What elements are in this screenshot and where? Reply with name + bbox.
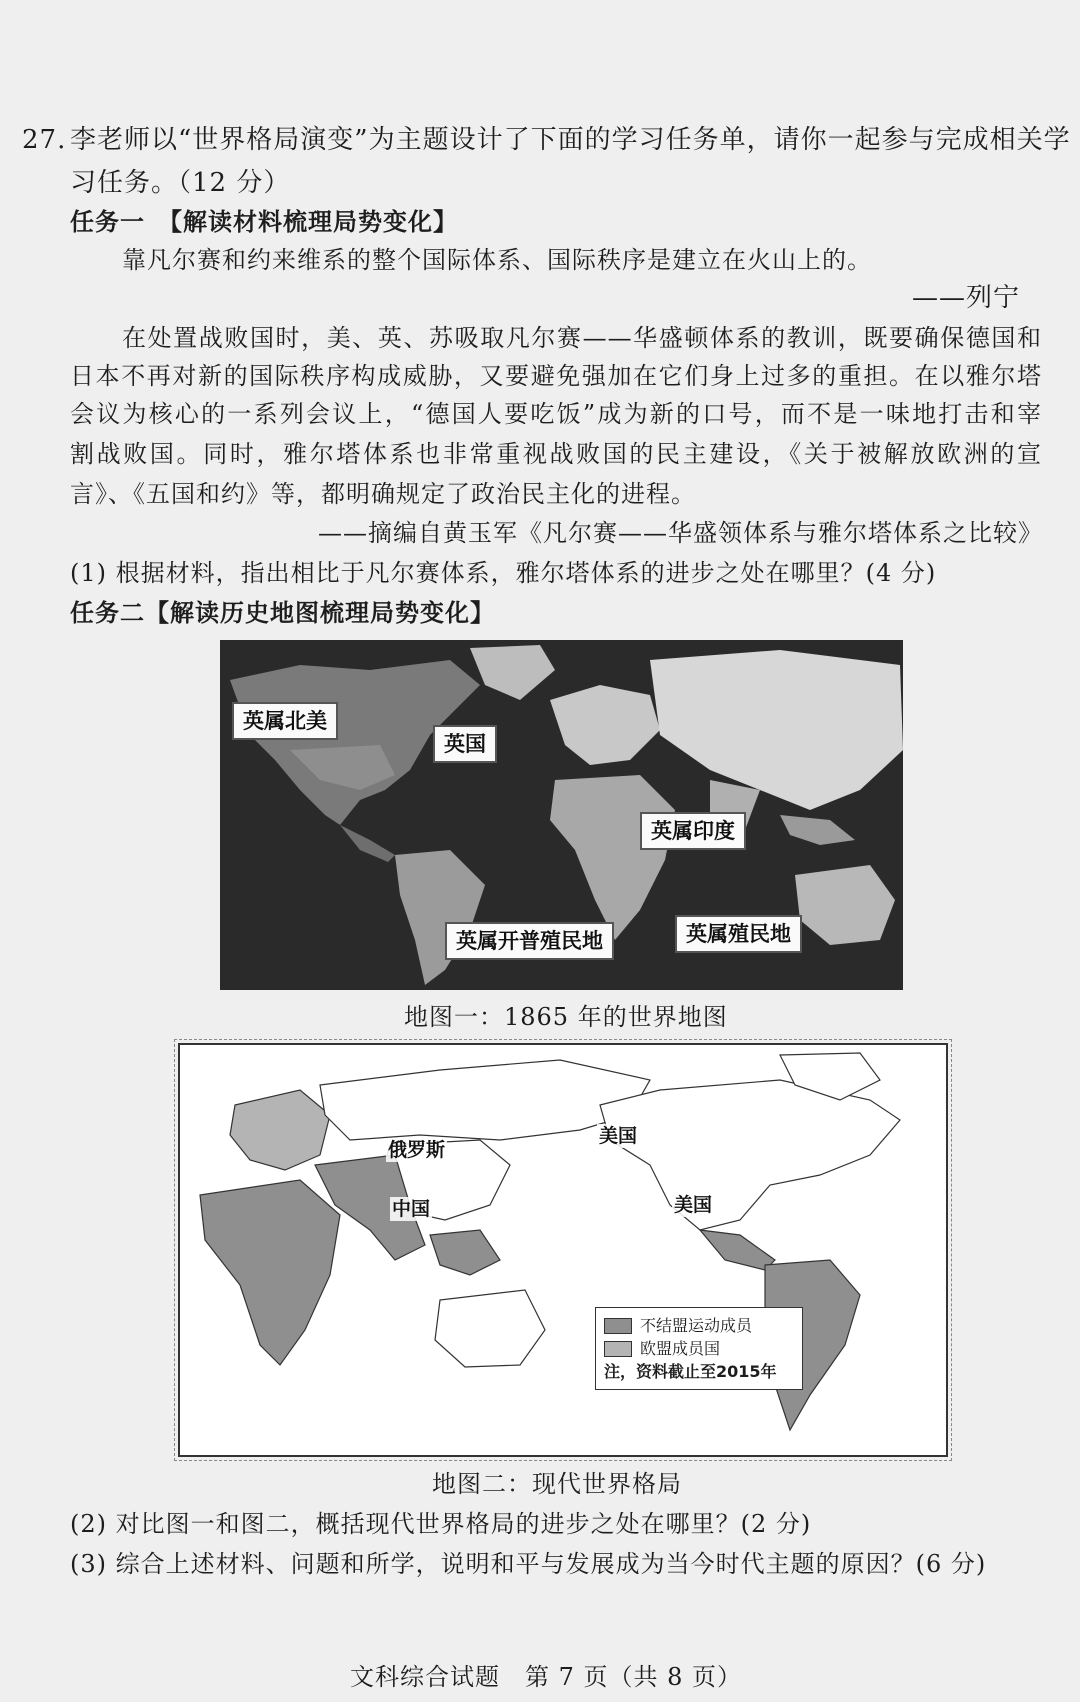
label-usa: 美国 [674, 1194, 713, 1216]
question-number: 27. [22, 125, 67, 155]
label-british-cape-colony: 英属开普殖民地 [445, 922, 614, 960]
question-intro-line2: 习任务。（12 分） [70, 168, 291, 198]
label-usa-alaska: 美国 [599, 1125, 638, 1147]
lenin-quote: 靠凡尔赛和约来维系的整个国际体系、国际秩序是建立在火山上的。 [122, 246, 872, 274]
page-footer: 文科综合试题 第 7 页（共 8 页） [350, 1663, 743, 1691]
map2-legend [595, 1307, 803, 1390]
legend-label-nam: 不结盟运动成员 [640, 1316, 753, 1335]
question-intro-line1: 李老师以“世界格局演变”为主题设计了下面的学习任务单，请你一起参与完成相关学 [70, 125, 1071, 155]
label-british-north-america: 英属北美 [232, 702, 338, 740]
task1-heading: 任务一 【解读材料梳理局势变化】 [70, 208, 458, 236]
question-3: (3) 综合上述材料、问题和所学，说明和平与发展成为当今时代主题的原因？(6 分) [70, 1550, 987, 1578]
map2-caption: 地图二：现代世界格局 [432, 1470, 682, 1498]
question-1: (1) 根据材料，指出相比于凡尔赛体系，雅尔塔体系的进步之处在哪里？(4 分) [70, 559, 937, 587]
label-britain: 英国 [433, 725, 497, 763]
material-line-3: 会议为核心的一系列会议上，“德国人要吃饭”成为新的口号，而不是一味地打击和宰 [70, 400, 1042, 428]
material-line-5: 言》、《五国和约》等，都明确规定了政治民主化的进程。 [70, 480, 696, 508]
label-british-india: 英属印度 [640, 812, 746, 850]
material-line-2: 日本不再对新的国际秩序构成威胁，又要避免强加在它们身上过多的重担。在以雅尔塔 [70, 362, 1042, 390]
label-china: 中国 [392, 1198, 431, 1220]
label-russia: 俄罗斯 [388, 1139, 446, 1161]
legend-swatch-eu [604, 1341, 632, 1357]
map1-caption: 地图一：1865 年的世界地图 [404, 1003, 728, 1031]
map-modern [178, 1043, 948, 1457]
legend-label-eu: 欧盟成员国 [640, 1339, 721, 1358]
material-line-4: 割战败国。同时，雅尔塔体系也非常重视战败国的民主建设，《关于被解放欧洲的宣 [70, 440, 1042, 468]
map-1865 [220, 640, 903, 990]
material-line-1: 在处置战败国时，美、英、苏吸取凡尔赛——华盛顿体系的教训，既要确保德国和 [122, 324, 1042, 352]
legend-note: 注，资料截止至2015年 [604, 1362, 777, 1381]
task2-heading: 任务二【解读历史地图梳理局势变化】 [70, 599, 495, 627]
legend-row-nam [604, 1314, 794, 1337]
map-modern-graphic [180, 1045, 946, 1455]
lenin-quote-source: ——列宁 [912, 283, 1021, 313]
legend-swatch-nam [604, 1318, 632, 1334]
question-2: (2) 对比图一和图二，概括现代世界格局的进步之处在哪里？(2 分) [70, 1510, 812, 1538]
label-british-colony: 英属殖民地 [675, 915, 802, 953]
material-source: ——摘编自黄玉军《凡尔赛——华盛领体系与雅尔塔体系之比较》 [318, 519, 1043, 547]
legend-row-eu [604, 1337, 794, 1360]
